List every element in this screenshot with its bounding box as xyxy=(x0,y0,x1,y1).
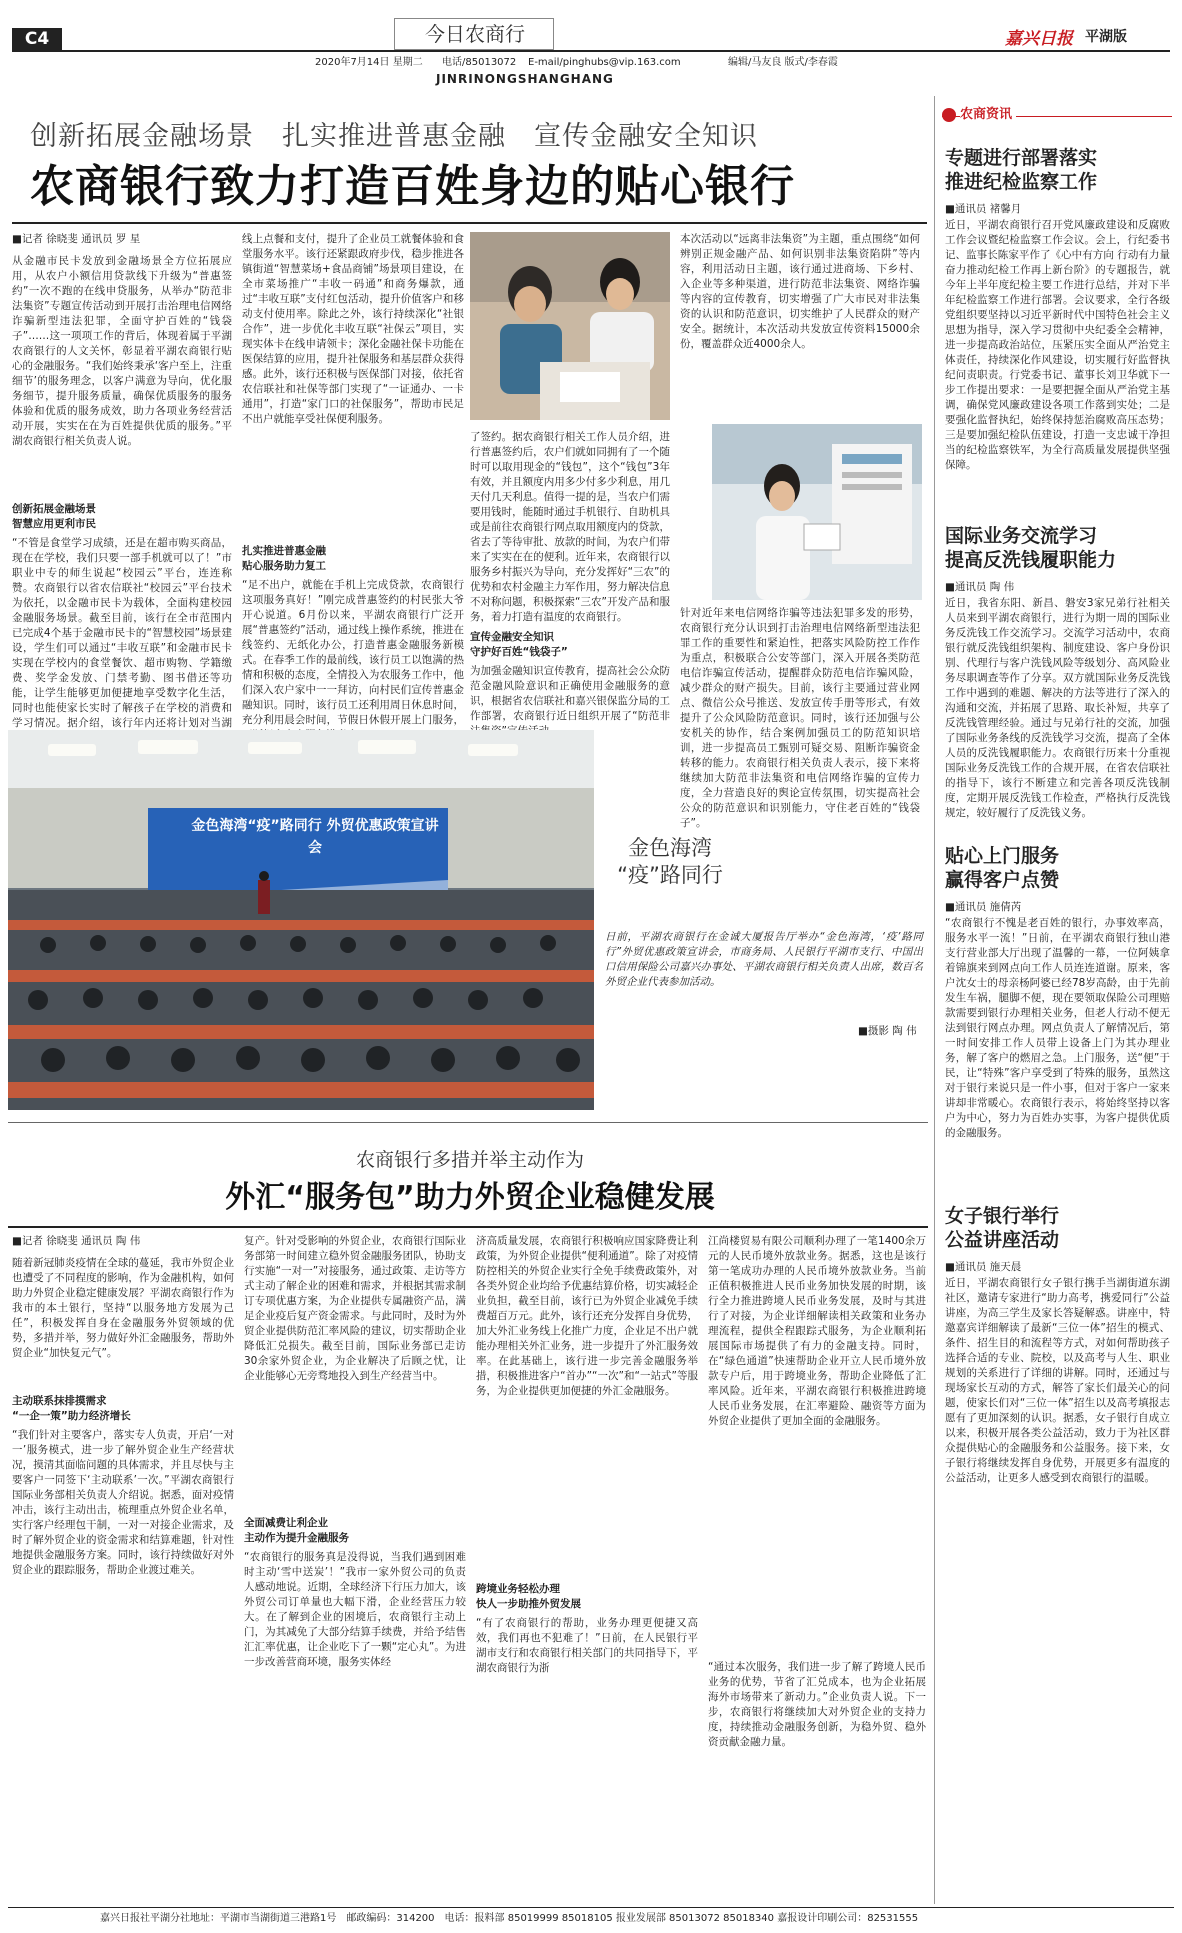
second-col2-subhead1: 全面减费让利企业 xyxy=(244,1517,328,1529)
footer-text: 嘉兴日报社平湖分社地址：平湖市当湖街道三港路1号 邮政编码：314200 电话：报料部 85019999 85018105 报业发展部 85013072 85018340 嘉报设计印刷公司：82531555 xyxy=(100,1913,919,1924)
sidebar-item-2-title-2: 提高反洗钱履职能力 xyxy=(945,549,1117,571)
photo-feature-title-1: 金色海湾 xyxy=(628,836,712,860)
sidebar-header: 农商资讯 xyxy=(960,106,1016,124)
sidebar-item-2-body: 近日，我省东阳、新昌、磐安3家兄弟行社相关人员来到平湖农商银行，进行为期一周的国际业务反洗钱工作交流学习。交流学习活动中，农商银行就反洗钱组织架构、制度建设、客户身份识别、代理行与客户洗钱风险等级划分、高风险业务尽职调查等作了分享。双方就国际业务反洗钱工作中遇到的难题、解决的方法等进行了深入的沟通和交流，并拓展了思路、取长补短，共享了反洗钱管理经验。通过与兄弟行社的交流，加强了国际业务条线的反洗钱学习交流，提高了全体人员的反洗钱履职能力。农商银行历来十分重视国际业务反洗钱工作的合规开展，在省农信联社的指导下，该行不断建立和完善各项反洗钱制度，定期开展反洗钱工作检查，严格执行反洗钱规定，较好履行了反洗钱义务。 xyxy=(945,597,1170,819)
conference-photo xyxy=(8,730,594,1110)
sidebar-item-4-body: 近日，平湖农商银行女子银行携手当湖街道东湖社区，邀请专家进行“助力高考，携爱同行”公益讲座，为高三学生及家长答疑解惑。讲座中，特邀嘉宾详细解读了最新“三位一体”招生的模式、条件、招生目的和流程等方式，对如何帮助孩子选择合适的专业、院校，以及高考与人生、职业规划的关系进行了详细的讲解。同时，还通过与现场家长互动的方式，解答了家长们最关心的问题，使家长们对“三位一体”招生以及高考填报志愿有了更加深刻的认识。据悉，女子银行自成立以来，积极开展各类公益活动，致力于为社区群众提供贴心的金融服务和公益服务。接下来，女子银行将继续发挥自身优势，开展更多有温度的公益活动，让更多人感受到农商银行的温暖。 xyxy=(945,1277,1170,1484)
header-editor: 编辑/马友良 版式/李春霞 xyxy=(728,57,838,68)
main-col1-p1: 从金融市民卡发放到金融场景全方位拓展应用，从农户小额信用贷款线下升级为“普惠签约”一次不跑的在线申贷服务，从举办“防范非法集资”专题宣传活动到开展打击治理电信网络诈骗新型违法犯罪，全面守护百姓的“钱袋子”……这一项项工作的背后，体现着属于平湖农商银行的人文关怀，彰显着平湖农商银行贴心的金融服务。“我们始终秉承‘客户至上，注重细节’的服务理念，以客户满意为导向，优化服务细节，提升服务质量，确保优质服务的服务体验和优质的服务成效，助力各项业务经营活动开展，实实在在为百姓提供优质的服务。”平湖农商银行相关负责人说。 xyxy=(12,255,232,447)
main-col3-p1: 了签约。据农商银行相关工作人员介绍，进行普惠签约后，农户们就如同拥有了一个随时可以取用现金的“钱包”，这个“钱包”3年有效，并且额度内用多少付多少利息，用几天付几天利息。值得一提的是，当农户们需要用钱时，能随时通过手机银行、自助机具或是前往农商银行网点取用额度内的贷款，省去了等待审批、放款的时间，为农户们带来了实实在在的便利。近年来，农商银行以服务乡村振兴为导向，充分发挥好“三农”的优势和农村金融主力军作用，努力解决信息不对称问题，积极探索“三农”开发产品和服务，着力打造有温度的农商银行。 xyxy=(470,431,670,623)
header-email: E-mail/pinghubs@vip.163.com xyxy=(528,57,681,68)
sidebar-item-1-byline: ■通讯员 褚馨月 xyxy=(945,203,1022,215)
main-title: 农商银行致力打造百姓身边的贴心银行 xyxy=(30,161,795,212)
main-byline: ■记者 徐晓斐 通讯员 罗 星 xyxy=(12,233,141,245)
sidebar-header-icon xyxy=(942,108,956,122)
main-col2-subhead1: 扎实推进普惠金融 xyxy=(242,545,326,557)
second-title-rule xyxy=(8,1226,928,1228)
sidebar-item-3-body: “农商银行不愧是老百姓的银行，办事效率高，服务水平一流！”日前，在平湖农商银行独山港支行营业部大厅出现了温馨的一幕，一位阿姨拿着锦旗来到网点向工作人员连连道谢。原来，客户沈女士的母亲杨阿婆已经78岁高龄，由于先前发生车祸，腿脚不便，现在要领取保险公司理赔款需要到银行办理相关业务，但老人行动不便无法到银行网点办理。网点负责人了解情况后，第一时间安排工作人员带上设备上门为其办理业务，解了客户的燃眉之急。上门服务，送“便”于民，让“特殊”客户享受到了特殊的服务，虽然这对于银行来说只是一件小事，但对于客户一家来讲却非常暖心。农商银行表示，将始终坚持以客户为中心，努力为百姓办实事，为客户提供优质的金融服务。 xyxy=(945,917,1170,1139)
sidebar-item-4-title-1: 女子银行举行 xyxy=(945,1205,1060,1227)
second-col3-p1: 济高质量发展，农商银行积极响应国家降费让利政策，为外贸企业提供“便利通道”。除了对疫情防控相关的外贸企业实行全免手续费政策外，对各类外贸企业均给予优惠结算价格，切实减轻企业负担，截至目前，该行已为外贸企业减免手续费超百万元。此外，该行还充分发挥自身优势，加大外汇业务线上化推广力度，企业足不出户就能办理相关外汇业务，进一步提升了外汇服务效率。在此基础上，该行进一步完善金融服务举措，积极推进客户“首办”“一次”和“一站式”等服务，为企业提供更加便捷的外汇金融服务。 xyxy=(476,1235,698,1397)
header-pinyin: JINRINONGSHANGHANG xyxy=(436,72,614,86)
main-col2-p1: 线上点餐和支付，提升了企业员工就餐体验和食堂服务水平。该行还紧跟政府步伐，稳步推进各镇街道“智慧菜场+食品商铺”场景项目建设，在全市菜场推广“丰收一码通”和商务爆款，通过“丰收互联”支付红包活动，提升价值客户和移动支付使用率。除此之外，该行持续深化“社银合作”，进一步优化丰收互联“社保云”项目，实现实体卡在线申请领卡；深化金融社保卡功能在医保结算的应用，提升社保服务和基层群众获得感。此外，该行还积极与医保部门对接，依托省农信联社和社保等部门实现了“一证通办、一卡通用”，打造“家门口的社保服务”，帮助市民足不出户就能享受社保便利服务。 xyxy=(242,233,464,425)
main-col4-p2: 针对近年来电信网络诈骗等违法犯罪多发的形势，农商银行充分认识到打击治理电信网络新型违法犯罪工作的重要性和紧迫性，把落实风险防控工作作为重点，积极联合公安等部门，深入开展各类防范电信诈骗宣传活动，提醒群众防范电信诈骗风险，减少群众的财产损失。目前，该行主要通过营业网点、微信公众号推送、发放宣传手册等形式，有效提升了公众风险防范意识。同时，该行还加强与公安机关的协作，结合案例加强员工的防范知识培训，进一步提高员工甄别可疑交易、阻断诈骗资金转移的能力。农商银行相关负责人表示，接下来将继续加大防范非法集资和电信网络诈骗的宣传力度，全力营造良好的舆论宣传氛围，切实提高社会公众的防范意识和识别能力，守住老百姓的“钱袋子”。 xyxy=(680,607,920,829)
sidebar-item-1-body: 近日，平湖农商银行召开党风廉政建设和反腐败工作会议暨纪检监察工作会议。会上，行纪委书记、监事长陈家平作了《心中有方向 行动有力量 奋力推动纪检工作再上新台阶》的专题报告，就今年上半年度纪检主要工作进行总结，并对下半年纪检监察工作进行部署。会议要求，全行各级党组织要坚持以习近平新时代中国特色社会主义思想为指导，深入学习贯彻中央纪委全会精神，进一步提高政治站位，压紧压实全面从严治党主体责任，持续深化作风建设，切实履行好监督执纪问责职责。行党委书记、董事长刘卫华就下一步工作提出要求：一是要把握全面从严治党主基调，确保党风廉政建设各项工作落到实处；二是要强化监督执纪，始终保持惩治腐败高压态势；三是要加强纪检队伍建设，打造一支忠诚干净担当的纪检监察铁军，为全行高质量发展提供坚强保障。 xyxy=(945,219,1170,471)
main-kicker: 创新拓展金融场景 扎实推进普惠金融 宣传金融安全知识 xyxy=(30,121,758,152)
conference-banner-text: 金色海湾“疫”路同行 外贸优惠政策宣讲会 xyxy=(191,818,439,856)
sidebar-item-3-title-2: 赢得客户点赞 xyxy=(945,869,1060,891)
sidebar-item-4-byline: ■通讯员 施天晨 xyxy=(945,1261,1022,1273)
signing-photo xyxy=(470,232,670,420)
main-col2-subhead2: 贴心服务助力复工 xyxy=(242,560,326,572)
header-date: 2020年7月14日 星期二 xyxy=(315,57,423,68)
photo-feature-rule xyxy=(8,1122,928,1123)
second-col3-p2: “有了农商银行的帮助，业务办理更便捷又高效，我们再也不犯难了！”日前，在人民银行平湖市支行和农商银行相关部门的共同指导下，平湖农商银行为浙 xyxy=(476,1617,698,1674)
photo-caption: 日前，平湖农商银行在金诚大厦报告厅举办“金色海湾，‘疫’路同行”外贸优惠政策宣讲会，市商务局、人民银行平湖市支行、中国出口信用保险公司嘉兴办事处、平湖农商银行相关负责人出席，数百名外贸企业代表参加活动。 xyxy=(605,931,923,988)
main-col1-subhead1: 创新拓展金融场景 xyxy=(12,503,96,515)
sidebar-item-2-byline: ■通讯员 陶 伟 xyxy=(945,581,1015,593)
second-col4-p2: “通过本次服务，我们进一步了解了跨境人民币业务的优势，节省了汇兑成本，也为企业拓展海外市场带来了新动力。”企业负责人说。下一步，农商银行将继续加大对外贸企业的支持力度，持续推动金融服务创新，为稳外贸、稳外资贡献金融力量。 xyxy=(708,1661,926,1748)
main-col2-p2: “足不出户，就能在手机上完成贷款，农商银行这项服务真好！”刚完成普惠签约的村民张大爷开心说道。6月份以来，平湖农商银行广泛开展“普惠签约”活动，通过线上操作系统，推进在线签约、无纸化办公，打造普惠金融服务新模式。在春季工作的最前线，该行员工以饱满的热情和积极的态度，全情投入为农服务工作中，他们深入农户家中一一拜访，向村民们宣传普惠金融知识。同时，该行员工还利用周日休息时间，充分利用晨会时间，节假日休假开展上门服务， xyxy=(242,579,464,726)
main-col1-p2: “不管是食堂学习成绩，还是在超市购买商品，现在在学校，我们只要一部手机就可以了！”市职业中专的师生说起“校园云”平台，连连称赞。农商银行以省农信联社“校园云”平台技术为依托，以金融市民卡为载体，全面构建校园金融服务场景。截至目前，该行在全市范围内已完成4个基于金融市民卡的“智慧校园”场景建设，学生们可以通过“丰收互联”和金融市民卡实现在学校内的食堂餐饮、超市购物、学籍缴费、奖学金发放、门禁考勤、图书借还等功能，让学生能够更加便捷地享受数字化生活，同时也能使家长实时了解孩子在学校的消费和学习情况。据介绍，该行年内还将计划对当湖 xyxy=(12,537,232,729)
second-col3-subhead1: 跨境业务轻松办理 xyxy=(476,1583,560,1595)
second-kicker: 农商银行多措并举主动作为 xyxy=(355,1149,584,1171)
edition-label: 平湖版 xyxy=(1085,29,1127,45)
main-col3-p2: 为加强金融知识宣传教育，提高社会公众防范金融风险意识和正确使用金融服务的意识，根据省农信联社和嘉兴银保监分局的工作部署，农商银行近日组织开展了“防范非 xyxy=(470,665,670,722)
sidebar-item-1-title-2: 推进纪检监察工作 xyxy=(945,171,1098,193)
main-col3-subhead2: 守护好百姓“钱袋子” xyxy=(470,646,568,658)
promotion-photo xyxy=(712,424,922,600)
second-col2-p1: 复产。针对受影响的外贸企业，农商银行国际业务部第一时间建立稳外贸金融服务团队，协助支行实施“一对一”对接服务，通过政策、走访等方式主动了解企业的困难和需求，并根据其需求制订专项优惠方案，为企业提供专属融资产品，满足企业疫后复产资金需求。与此同时，及时为外贸企业提供防范汇率风险的建议，切实帮助企业降低汇兑损失。截至目前，国际业务部已走访30余家外贸企业，为企业解决了后顾之忧，让企业能够心无旁骛地投入到生产经营当中。 xyxy=(244,1235,466,1382)
sidebar-item-4-title-2: 公益讲座活动 xyxy=(945,1229,1060,1251)
second-col3-subhead2: 快人一步助推外贸发展 xyxy=(476,1598,581,1610)
header-rule xyxy=(12,50,1170,52)
main-title-rule xyxy=(12,222,927,224)
second-byline: ■记者 徐晓斐 通讯员 陶 伟 xyxy=(12,1235,141,1247)
newspaper-logo: 嘉兴日报 xyxy=(1005,29,1073,49)
sidebar-item-3-byline: ■通讯员 施倩芮 xyxy=(945,901,1022,913)
second-title: 外汇“服务包”助力外贸企业稳健发展 xyxy=(225,1180,715,1215)
second-col2-subhead2: 主动作为提升金融服务 xyxy=(244,1532,349,1544)
sidebar-item-3-title-1: 贴心上门服务 xyxy=(945,845,1060,867)
second-col1-subhead2: “一企一策”助力经济增长 xyxy=(12,1410,131,1422)
main-col1-subhead2: 智慧应用更利市民 xyxy=(12,518,96,530)
sidebar-divider xyxy=(934,96,935,1904)
second-col1-subhead1: 主动联系抹排摸需求 xyxy=(12,1395,107,1407)
second-col2-p2: “农商银行的服务真是没得说，当我们遇到困难时主动‘雪中送炭’！”我市一家外贸公司的负责人感动地说。近期，全球经济下行压力加大，该外贸公司订单量也大幅下滑，企业经营压力较大。在了解到企业的困境后，农商银行主动上门，为其减免了大部分结算手续费，并给予结售汇汇率优惠，让企业吃下了一颗“定心丸”。为进一步改善营商环境，服务实体经 xyxy=(244,1551,466,1668)
photo-feature-title-2: “疫”路同行 xyxy=(617,863,723,887)
second-col1-p1: 随着新冠肺炎疫情在全球的蔓延，我市外贸企业也遭受了不同程度的影响，作为金融机构，如何助力外贸企业稳定健康发展？平湖农商银行作为我市的本土银行，坚持“以服务地方发展为己任”，积极发挥自身在金融服务外贸领域的优势，多措并举，努力做好外汇金融服务，帮助外贸企业“加快复元气”。 xyxy=(12,1257,234,1359)
footer-rule xyxy=(8,1907,1174,1908)
main-col4-p1: 本次活动以“远离非法集资”为主题，重点围绕“如何辨别正规金融产品、如何识别非法集资陷阱”等内容，利用活动日主题，该行通过进商场、下乡村、入企业等多种渠道，进行防范非法集资、网络诈骗等内容的宣传教育，切实增强了广大市民对非法集资的认识和防范意识，切实维护了人民群众的财产安全。据统计，本次活动共发放宣传资料15000余份，覆盖群众近4000余人。 xyxy=(680,233,920,350)
header-phone: 电话/85013072 xyxy=(442,57,517,68)
sidebar-item-2-title-1: 国际业务交流学习 xyxy=(945,525,1098,547)
main-col3-subhead1: 宣传金融安全知识 xyxy=(470,631,554,643)
second-col4-p1: 江尚楼贸易有限公司顺利办理了一笔1400余万元的人民币境外放款业务。据悉，这也是该行第一笔成功办理的人民币境外放款业务。当前正值积极推进人民币业务加快发展的时期，该行全力推进跨境人民币业务发展，及时与其进行了对接，为企业详细解读相关政策和业务办理流程，提供全程跟踪式服务，为企业顺利拓展国际市场提供了有力的金融支持。同时，在“绿色通道”快速帮助企业开立人民币境外放款专户后，用于跨境业务，帮助企业降低了汇率风险。近年来，平湖农商银行积极推进跨境人民币业务发展，在汇率避险、融资等方面为外贸企业提供了更加全面的金融服务。 xyxy=(708,1235,926,1427)
second-col1-p2: “我们针对主要客户，落实专人负责，开启‘一对一’服务模式，进一步了解外贸企业生产经营状况，摸清其面临问题的具体需求，并且尽快与主要客户一同签下‘主动联系’一次。”平湖农商银行国际业务部相关负责人介绍说。据悉，面对疫情冲击，该行主动出击，梳理重点外贸企业名单，实行客户经理包干制，一对一对接企业需求，及时了解外贸企业的资金需求和结算难题，针对性地提供金融服务方案。同时，该行持续做好对外贸企业的跟踪服务，帮助企业渡过难关。 xyxy=(12,1429,234,1576)
photo-credit: ■摄影 陶 伟 xyxy=(858,1025,917,1037)
section-title: 今日农商行 xyxy=(425,22,525,46)
page-tag: C4 xyxy=(12,28,62,50)
sidebar-item-1-title-1: 专题进行部署落实 xyxy=(945,147,1098,169)
